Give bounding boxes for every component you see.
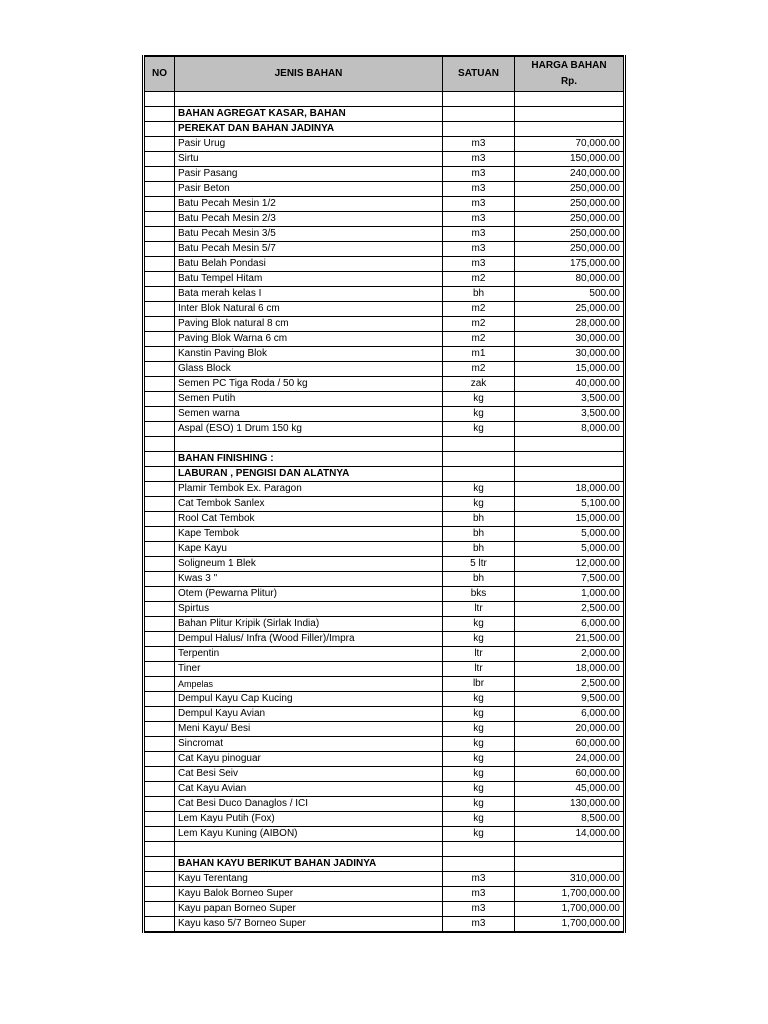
table-row xyxy=(144,632,625,647)
cell-satuan: m1 xyxy=(443,347,515,362)
cell-satuan: m3 xyxy=(443,182,515,197)
cell-jenis-bahan: Dempul Halus/ Infra (Wood Filler)/Impra xyxy=(175,632,443,647)
cell-harga: 5,100.00 xyxy=(515,497,625,512)
table-row xyxy=(144,602,625,617)
cell-no xyxy=(144,407,175,422)
cell-harga: 30,000.00 xyxy=(515,332,625,347)
cell-satuan: m3 xyxy=(443,167,515,182)
price-table xyxy=(142,55,626,933)
blank-row xyxy=(144,437,625,452)
table-row xyxy=(144,872,625,887)
cell-jenis-bahan: Spirtus xyxy=(175,602,443,617)
cell-no xyxy=(144,212,175,227)
cell-satuan: bks xyxy=(443,587,515,602)
cell-jenis-bahan xyxy=(175,92,443,107)
cell-satuan: m3 xyxy=(443,227,515,242)
header-harga-label: HARGA BAHAN xyxy=(531,60,607,71)
table-row xyxy=(144,497,625,512)
table-row xyxy=(144,722,625,737)
cell-harga: 2,000.00 xyxy=(515,647,625,662)
cell-satuan xyxy=(443,857,515,872)
cell-jenis-bahan: Dempul Kayu Cap Kucing xyxy=(175,692,443,707)
cell-harga: 9,500.00 xyxy=(515,692,625,707)
section-title: BAHAN FINISHING : xyxy=(175,452,443,467)
cell-no xyxy=(144,632,175,647)
table-row xyxy=(144,827,625,842)
cell-satuan: m2 xyxy=(443,302,515,317)
cell-no xyxy=(144,482,175,497)
cell-harga: 250,000.00 xyxy=(515,227,625,242)
cell-jenis-bahan: Kwas 3 " xyxy=(175,572,443,587)
cell-satuan: bh xyxy=(443,512,515,527)
cell-jenis-bahan: Ampelas xyxy=(175,677,443,692)
cell-harga: 2,500.00 xyxy=(515,602,625,617)
cell-harga xyxy=(515,452,625,467)
cell-satuan: bh xyxy=(443,572,515,587)
cell-satuan xyxy=(443,437,515,452)
cell-jenis-bahan: Kayu papan Borneo Super xyxy=(175,902,443,917)
cell-satuan xyxy=(443,122,515,137)
cell-no xyxy=(144,647,175,662)
cell-jenis-bahan: Pasir Pasang xyxy=(175,167,443,182)
cell-no xyxy=(144,842,175,857)
cell-jenis-bahan: Lem Kayu Putih (Fox) xyxy=(175,812,443,827)
cell-no xyxy=(144,557,175,572)
cell-satuan: m3 xyxy=(443,257,515,272)
cell-satuan: kg xyxy=(443,632,515,647)
cell-satuan: ltr xyxy=(443,662,515,677)
section-header-row xyxy=(144,857,625,872)
cell-no xyxy=(144,437,175,452)
cell-satuan: m3 xyxy=(443,917,515,933)
cell-harga: 7,500.00 xyxy=(515,572,625,587)
cell-jenis-bahan: Cat Besi Seiv xyxy=(175,767,443,782)
cell-harga: 1,000.00 xyxy=(515,587,625,602)
section-header-row xyxy=(144,452,625,467)
table-row xyxy=(144,767,625,782)
cell-satuan: bh xyxy=(443,542,515,557)
table-row xyxy=(144,737,625,752)
header-harga-bahan xyxy=(515,56,625,92)
cell-harga: 250,000.00 xyxy=(515,212,625,227)
cell-no xyxy=(144,122,175,137)
cell-no xyxy=(144,227,175,242)
cell-jenis-bahan: Kayu Terentang xyxy=(175,872,443,887)
cell-harga: 8,000.00 xyxy=(515,422,625,437)
cell-jenis-bahan: Sirtu xyxy=(175,152,443,167)
cell-no xyxy=(144,857,175,872)
cell-no xyxy=(144,392,175,407)
cell-no xyxy=(144,587,175,602)
cell-harga xyxy=(515,437,625,452)
section-title: LABURAN , PENGISI DAN ALATNYA xyxy=(175,467,443,482)
cell-no xyxy=(144,767,175,782)
cell-satuan xyxy=(443,467,515,482)
cell-harga: 150,000.00 xyxy=(515,152,625,167)
cell-jenis-bahan: Lem Kayu Kuning (AIBON) xyxy=(175,827,443,842)
table-row xyxy=(144,332,625,347)
cell-harga: 5,000.00 xyxy=(515,527,625,542)
table-row xyxy=(144,212,625,227)
cell-harga: 240,000.00 xyxy=(515,167,625,182)
cell-jenis-bahan: Semen warna xyxy=(175,407,443,422)
table-row xyxy=(144,257,625,272)
cell-no xyxy=(144,242,175,257)
section-header-row xyxy=(144,467,625,482)
cell-jenis-bahan: Otem (Pewarna Plitur) xyxy=(175,587,443,602)
cell-satuan xyxy=(443,452,515,467)
cell-no xyxy=(144,92,175,107)
table-row xyxy=(144,362,625,377)
blank-row xyxy=(144,92,625,107)
cell-satuan: kg xyxy=(443,617,515,632)
table-row xyxy=(144,167,625,182)
cell-satuan xyxy=(443,842,515,857)
cell-jenis-bahan: Meni Kayu/ Besi xyxy=(175,722,443,737)
cell-harga: 15,000.00 xyxy=(515,362,625,377)
header-no: NO xyxy=(144,56,175,92)
cell-no xyxy=(144,542,175,557)
cell-no xyxy=(144,452,175,467)
cell-no xyxy=(144,497,175,512)
cell-satuan: kg xyxy=(443,812,515,827)
cell-harga: 60,000.00 xyxy=(515,767,625,782)
cell-harga: 500.00 xyxy=(515,287,625,302)
cell-jenis-bahan: Kanstin Paving Blok xyxy=(175,347,443,362)
cell-harga: 40,000.00 xyxy=(515,377,625,392)
cell-satuan: kg xyxy=(443,707,515,722)
cell-jenis-bahan: Cat Kayu pinoguar xyxy=(175,752,443,767)
cell-jenis-bahan: Kayu Balok Borneo Super xyxy=(175,887,443,902)
table-row xyxy=(144,647,625,662)
table-row xyxy=(144,917,625,933)
cell-harga: 3,500.00 xyxy=(515,407,625,422)
cell-no xyxy=(144,257,175,272)
cell-harga: 1,700,000.00 xyxy=(515,887,625,902)
cell-satuan: m3 xyxy=(443,212,515,227)
cell-jenis-bahan: Paving Blok natural 8 cm xyxy=(175,317,443,332)
cell-harga xyxy=(515,107,625,122)
section-header-row xyxy=(144,122,625,137)
cell-no xyxy=(144,302,175,317)
cell-no xyxy=(144,527,175,542)
cell-satuan: m3 xyxy=(443,152,515,167)
cell-jenis-bahan: Bahan Plitur Kripik (Sirlak India) xyxy=(175,617,443,632)
cell-harga xyxy=(515,92,625,107)
cell-jenis-bahan xyxy=(175,842,443,857)
table-row xyxy=(144,482,625,497)
cell-jenis-bahan: Pasir Beton xyxy=(175,182,443,197)
table-row xyxy=(144,527,625,542)
cell-harga: 175,000.00 xyxy=(515,257,625,272)
cell-jenis-bahan: Sincromat xyxy=(175,737,443,752)
cell-no xyxy=(144,872,175,887)
cell-no xyxy=(144,182,175,197)
cell-harga xyxy=(515,122,625,137)
table-row xyxy=(144,692,625,707)
table-row xyxy=(144,227,625,242)
section-title: BAHAN KAYU BERIKUT BAHAN JADINYA xyxy=(175,857,443,872)
table-row xyxy=(144,422,625,437)
cell-harga: 25,000.00 xyxy=(515,302,625,317)
cell-no xyxy=(144,167,175,182)
table-row xyxy=(144,182,625,197)
cell-jenis-bahan: Cat Besi Duco Danaglos / ICI xyxy=(175,797,443,812)
cell-no xyxy=(144,332,175,347)
cell-jenis-bahan: Batu Pecah Mesin 1/2 xyxy=(175,197,443,212)
cell-harga: 6,000.00 xyxy=(515,707,625,722)
cell-satuan: m3 xyxy=(443,887,515,902)
cell-harga: 1,700,000.00 xyxy=(515,902,625,917)
cell-satuan: kg xyxy=(443,767,515,782)
cell-harga: 6,000.00 xyxy=(515,617,625,632)
cell-satuan: kg xyxy=(443,797,515,812)
cell-no xyxy=(144,662,175,677)
table-row xyxy=(144,812,625,827)
section-title: PEREKAT DAN BAHAN JADINYA xyxy=(175,122,443,137)
cell-satuan: lbr xyxy=(443,677,515,692)
cell-jenis-bahan: Tiner xyxy=(175,662,443,677)
cell-harga: 12,000.00 xyxy=(515,557,625,572)
cell-harga: 15,000.00 xyxy=(515,512,625,527)
header-harga-currency: Rp. xyxy=(560,76,578,87)
cell-no xyxy=(144,707,175,722)
cell-harga: 28,000.00 xyxy=(515,317,625,332)
cell-harga: 250,000.00 xyxy=(515,242,625,257)
table-row xyxy=(144,272,625,287)
cell-satuan: bh xyxy=(443,527,515,542)
cell-no xyxy=(144,722,175,737)
cell-satuan: m2 xyxy=(443,362,515,377)
cell-harga: 14,000.00 xyxy=(515,827,625,842)
section-title: BAHAN AGREGAT KASAR, BAHAN xyxy=(175,107,443,122)
cell-harga xyxy=(515,467,625,482)
cell-jenis-bahan: Bata merah kelas I xyxy=(175,287,443,302)
cell-jenis-bahan: Pasir Urug xyxy=(175,137,443,152)
cell-satuan: kg xyxy=(443,827,515,842)
table-row xyxy=(144,242,625,257)
table-row xyxy=(144,542,625,557)
cell-jenis-bahan: Cat Kayu Avian xyxy=(175,782,443,797)
cell-jenis-bahan: Glass Block xyxy=(175,362,443,377)
cell-no xyxy=(144,422,175,437)
cell-jenis-bahan: Inter Blok Natural 6 cm xyxy=(175,302,443,317)
cell-jenis-bahan: Paving Blok Warna 6 cm xyxy=(175,332,443,347)
cell-harga: 3,500.00 xyxy=(515,392,625,407)
cell-satuan: kg xyxy=(443,782,515,797)
cell-jenis-bahan: Kape Kayu xyxy=(175,542,443,557)
table-row xyxy=(144,752,625,767)
cell-satuan: m3 xyxy=(443,197,515,212)
cell-no xyxy=(144,467,175,482)
cell-satuan: m3 xyxy=(443,872,515,887)
table-row xyxy=(144,797,625,812)
cell-harga: 250,000.00 xyxy=(515,182,625,197)
cell-no xyxy=(144,197,175,212)
cell-no xyxy=(144,692,175,707)
cell-no xyxy=(144,602,175,617)
cell-satuan: kg xyxy=(443,737,515,752)
cell-harga: 2,500.00 xyxy=(515,677,625,692)
cell-harga: 18,000.00 xyxy=(515,662,625,677)
table-row xyxy=(144,887,625,902)
table-row xyxy=(144,902,625,917)
cell-no xyxy=(144,827,175,842)
cell-no xyxy=(144,752,175,767)
cell-jenis-bahan: Soligneum 1 Blek xyxy=(175,557,443,572)
cell-no xyxy=(144,887,175,902)
cell-satuan: m2 xyxy=(443,332,515,347)
cell-jenis-bahan: Cat Tembok Sanlex xyxy=(175,497,443,512)
cell-no xyxy=(144,677,175,692)
cell-harga: 8,500.00 xyxy=(515,812,625,827)
cell-satuan: kg xyxy=(443,722,515,737)
cell-no xyxy=(144,362,175,377)
header-satuan: SATUAN xyxy=(443,56,515,92)
cell-satuan: 5 ltr xyxy=(443,557,515,572)
cell-no xyxy=(144,107,175,122)
cell-no xyxy=(144,347,175,362)
header-row xyxy=(144,56,625,92)
cell-no xyxy=(144,782,175,797)
cell-harga: 18,000.00 xyxy=(515,482,625,497)
table-row xyxy=(144,287,625,302)
cell-jenis-bahan: Kape Tembok xyxy=(175,527,443,542)
cell-jenis-bahan: Dempul Kayu Avian xyxy=(175,707,443,722)
cell-satuan: m2 xyxy=(443,272,515,287)
cell-harga: 80,000.00 xyxy=(515,272,625,287)
table-row xyxy=(144,347,625,362)
cell-no xyxy=(144,617,175,632)
cell-harga: 24,000.00 xyxy=(515,752,625,767)
table-row xyxy=(144,392,625,407)
table-row xyxy=(144,587,625,602)
cell-jenis-bahan: Semen PC Tiga Roda / 50 kg xyxy=(175,377,443,392)
cell-no xyxy=(144,272,175,287)
cell-jenis-bahan: Batu Tempel Hitam xyxy=(175,272,443,287)
cell-no xyxy=(144,572,175,587)
cell-harga xyxy=(515,842,625,857)
cell-no xyxy=(144,917,175,933)
cell-satuan: kg xyxy=(443,407,515,422)
cell-satuan: m2 xyxy=(443,317,515,332)
header-jenis-bahan: JENIS BAHAN xyxy=(175,56,443,92)
cell-no xyxy=(144,137,175,152)
section-header-row xyxy=(144,107,625,122)
cell-jenis-bahan xyxy=(175,437,443,452)
cell-jenis-bahan: Plamir Tembok Ex. Paragon xyxy=(175,482,443,497)
cell-no xyxy=(144,737,175,752)
table-row xyxy=(144,782,625,797)
cell-harga: 70,000.00 xyxy=(515,137,625,152)
cell-harga: 310,000.00 xyxy=(515,872,625,887)
cell-no xyxy=(144,797,175,812)
cell-harga: 250,000.00 xyxy=(515,197,625,212)
cell-no xyxy=(144,287,175,302)
table-row xyxy=(144,572,625,587)
cell-satuan: kg xyxy=(443,752,515,767)
cell-satuan: m3 xyxy=(443,242,515,257)
table-row xyxy=(144,512,625,527)
cell-satuan: kg xyxy=(443,482,515,497)
table-body xyxy=(144,92,625,933)
cell-harga: 20,000.00 xyxy=(515,722,625,737)
cell-jenis-bahan: Aspal (ESO) 1 Drum 150 kg xyxy=(175,422,443,437)
table-row xyxy=(144,662,625,677)
table-row xyxy=(144,152,625,167)
cell-satuan: bh xyxy=(443,287,515,302)
table-row xyxy=(144,302,625,317)
table-row xyxy=(144,317,625,332)
cell-jenis-bahan: Terpentin xyxy=(175,647,443,662)
cell-harga: 60,000.00 xyxy=(515,737,625,752)
cell-harga: 130,000.00 xyxy=(515,797,625,812)
cell-satuan: kg xyxy=(443,692,515,707)
cell-harga xyxy=(515,857,625,872)
table-row xyxy=(144,557,625,572)
cell-jenis-bahan: Batu Pecah Mesin 3/5 xyxy=(175,227,443,242)
cell-harga: 21,500.00 xyxy=(515,632,625,647)
cell-satuan: m3 xyxy=(443,137,515,152)
cell-satuan: kg xyxy=(443,497,515,512)
table-row xyxy=(144,377,625,392)
cell-jenis-bahan: Rool Cat Tembok xyxy=(175,512,443,527)
cell-satuan: ltr xyxy=(443,647,515,662)
cell-satuan: m3 xyxy=(443,902,515,917)
cell-satuan: kg xyxy=(443,422,515,437)
cell-no xyxy=(144,812,175,827)
cell-jenis-bahan: Kayu kaso 5/7 Borneo Super xyxy=(175,917,443,933)
cell-jenis-bahan: Semen Putih xyxy=(175,392,443,407)
cell-no xyxy=(144,317,175,332)
table-row xyxy=(144,407,625,422)
cell-no xyxy=(144,152,175,167)
cell-harga: 30,000.00 xyxy=(515,347,625,362)
cell-harga: 5,000.00 xyxy=(515,542,625,557)
table-row xyxy=(144,617,625,632)
cell-satuan: ltr xyxy=(443,602,515,617)
cell-jenis-bahan: Batu Pecah Mesin 5/7 xyxy=(175,242,443,257)
table-row xyxy=(144,707,625,722)
table-row xyxy=(144,197,625,212)
cell-harga: 45,000.00 xyxy=(515,782,625,797)
cell-harga: 1,700,000.00 xyxy=(515,917,625,933)
table-row xyxy=(144,137,625,152)
cell-no xyxy=(144,902,175,917)
cell-satuan xyxy=(443,92,515,107)
cell-jenis-bahan: Batu Pecah Mesin 2/3 xyxy=(175,212,443,227)
cell-jenis-bahan: Batu Belah Pondasi xyxy=(175,257,443,272)
cell-satuan: zak xyxy=(443,377,515,392)
blank-row xyxy=(144,842,625,857)
table-row xyxy=(144,677,625,692)
cell-satuan xyxy=(443,107,515,122)
cell-satuan: kg xyxy=(443,392,515,407)
cell-no xyxy=(144,377,175,392)
cell-no xyxy=(144,512,175,527)
